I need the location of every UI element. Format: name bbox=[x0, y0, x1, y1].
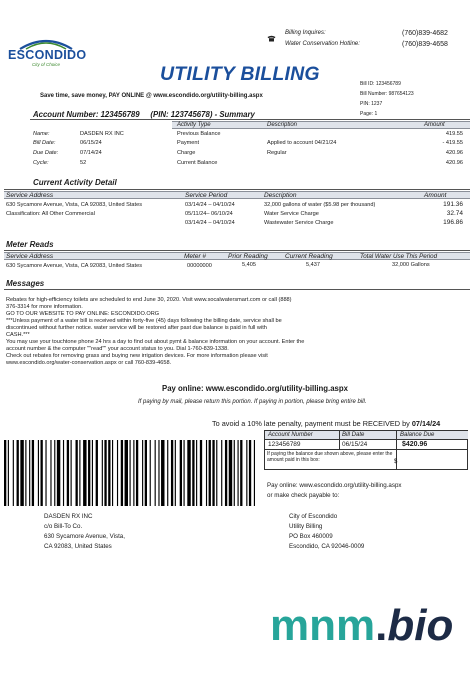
stub-col-bill-date: Bill Date bbox=[342, 432, 365, 438]
summary-col-description: Description bbox=[267, 122, 298, 128]
ca-service-address: 630 Sycamore Avenue, Vista, CA 92083, United States bbox=[6, 202, 142, 208]
cycle-value: 52 bbox=[80, 160, 87, 166]
mr-col-prior: Prior Reading bbox=[228, 253, 268, 260]
due-date-value: 07/14/24 bbox=[80, 150, 102, 156]
logo bbox=[6, 36, 86, 76]
mr-col-total: Total Water Use This Period bbox=[360, 253, 438, 260]
message-line: account number & the computer ""read"" your account status to you. Dial 1-760-839-1338. bbox=[6, 346, 229, 352]
bill-date-label: Bill Date: bbox=[33, 140, 56, 146]
ca-classification: Classification: All Other Commercial bbox=[6, 211, 95, 217]
stub-bill-date: 06/15/24 bbox=[342, 441, 368, 448]
due-date-label: Due Date: bbox=[33, 150, 59, 156]
stub-pay-online: Pay online: www.escondido.org/utility-billing.aspx bbox=[162, 384, 348, 393]
account-rule bbox=[30, 119, 470, 120]
message-line: 376-3314 for more information. bbox=[6, 304, 83, 310]
stub-divider bbox=[265, 449, 468, 450]
message-line: Rebates for high-efficiency toilets are scheduled to end June 30, 2020. Visit www.socalwatersmart.com or call (888) bbox=[6, 297, 292, 303]
cycle-label: Cycle: bbox=[33, 160, 49, 166]
stub-dollar-sign: $ bbox=[394, 459, 398, 465]
ca-col-description: Description bbox=[264, 192, 297, 199]
messages-body bbox=[6, 297, 406, 367]
stub-mail-note: If paying by mail, please return this portion. If paying in portion, please bring entire bill. bbox=[138, 399, 367, 405]
messages-rule bbox=[4, 289, 470, 290]
amount-paid-input[interactable] bbox=[401, 453, 465, 467]
penalty-date: 07/14/24 bbox=[411, 419, 441, 428]
message-line: GO TO OUR WEBSITE TO PAY ONLINE: ESCONDIDO.ORG bbox=[6, 311, 160, 317]
current-activity-rule bbox=[4, 189, 470, 190]
billing-inquiry-label: Billing Inquires: bbox=[285, 30, 326, 36]
bill-id: Bill ID: 123456789 bbox=[360, 81, 401, 87]
phone-icon bbox=[267, 29, 276, 36]
mr-col-address: Service Address bbox=[6, 253, 54, 260]
barcode bbox=[4, 440, 256, 506]
conservation-hotline-label: Water Conservation Hotline: bbox=[285, 41, 360, 47]
watermark-logo: mnm.bio bbox=[270, 601, 454, 650]
summary-col-activity: Activity Type bbox=[177, 122, 211, 128]
bill-number: Bill Number: 987654123 bbox=[360, 91, 414, 97]
meter-reads-rule bbox=[4, 250, 470, 251]
mr-col-meter: Meter # bbox=[184, 253, 207, 260]
message-line: discontinued without further notice. water service will be restored after past due balance is paid in full with bbox=[6, 325, 267, 331]
document-title: UTILITY BILLING bbox=[160, 63, 320, 85]
summary-col-amount: Amount bbox=[424, 122, 445, 128]
name-value: DASDEN RX INC bbox=[80, 131, 124, 137]
current-activity-title: Current Activity Detail bbox=[33, 178, 117, 187]
stub-pay-online-2: Pay online: www.escondido.org/utility-billing.aspx bbox=[267, 482, 402, 489]
messages-title: Messages bbox=[6, 279, 45, 288]
bill-date-value: 06/15/24 bbox=[80, 140, 102, 146]
stub-balance-due: $420.96 bbox=[402, 441, 428, 448]
ca-col-address: Service Address bbox=[6, 192, 54, 199]
name-label: Name: bbox=[33, 131, 50, 137]
stub-penalty-notice: To avoid a 10% late penalty, payment must be RECEIVED by 07/14/24 bbox=[212, 419, 441, 428]
stub-divider bbox=[339, 431, 340, 450]
remit-from-address: DASDEN RX INC c/o Bill-To Co. 630 Sycamore Avenue, Vista, CA 92083, United States bbox=[44, 513, 125, 550]
ca-col-amount: Amount bbox=[424, 192, 447, 199]
message-line: ***Unless payment of a water bill is received within forty-five (45) days following the billing date, service shall be bbox=[6, 318, 282, 324]
logo-tagline: City of Choice bbox=[32, 62, 61, 67]
remit-to-address: City of Escondido Utility Billing PO Box 460009 Escondido, CA 92046-0009 bbox=[289, 513, 365, 550]
message-line: Check out rebates for removing grass and buying new irrigation devices. For more information please visit bbox=[6, 353, 268, 359]
ca-col-period: Service Period bbox=[185, 192, 228, 199]
pin: PIN: 1237 bbox=[360, 101, 383, 107]
logo-text: ESCONDIDO bbox=[8, 48, 87, 62]
stub-col-account: Account Number bbox=[268, 432, 313, 438]
stub-col-balance: Balance Due bbox=[400, 432, 435, 438]
message-line: You may use your touchtone phone 24 hrs a day to find out about pymt & balance information on your account. Enter the bbox=[6, 339, 305, 345]
meter-reads-title: Meter Reads bbox=[6, 240, 54, 249]
page-number: Page: 1 bbox=[360, 111, 378, 117]
stub-table bbox=[264, 430, 468, 470]
conservation-hotline-phone: (760)839-4658 bbox=[402, 41, 448, 48]
account-heading: Account Number: 123456789 (PIN: 123745678) - Summary bbox=[33, 110, 255, 119]
billing-inquiry-phone: (760)839-4682 bbox=[402, 30, 448, 37]
mr-col-current: Current Reading bbox=[285, 253, 333, 260]
stub-account: 123456789 bbox=[268, 441, 301, 448]
current-activity-header-bar bbox=[4, 191, 470, 199]
pay-online-tagline: Save time, save money, PAY ONLINE @ www.escondido.org/utility-billing.aspx bbox=[40, 93, 263, 99]
message-line: CASH.*** bbox=[6, 332, 30, 338]
message-line: www.escondido.org/water-conservation.aspx or call 760-839-4658. bbox=[6, 360, 172, 366]
stub-amount-note: If paying the balance due shown above, please enter the amount paid in this box: bbox=[267, 451, 393, 463]
stub-check-note: or make check payable to: bbox=[267, 492, 340, 499]
